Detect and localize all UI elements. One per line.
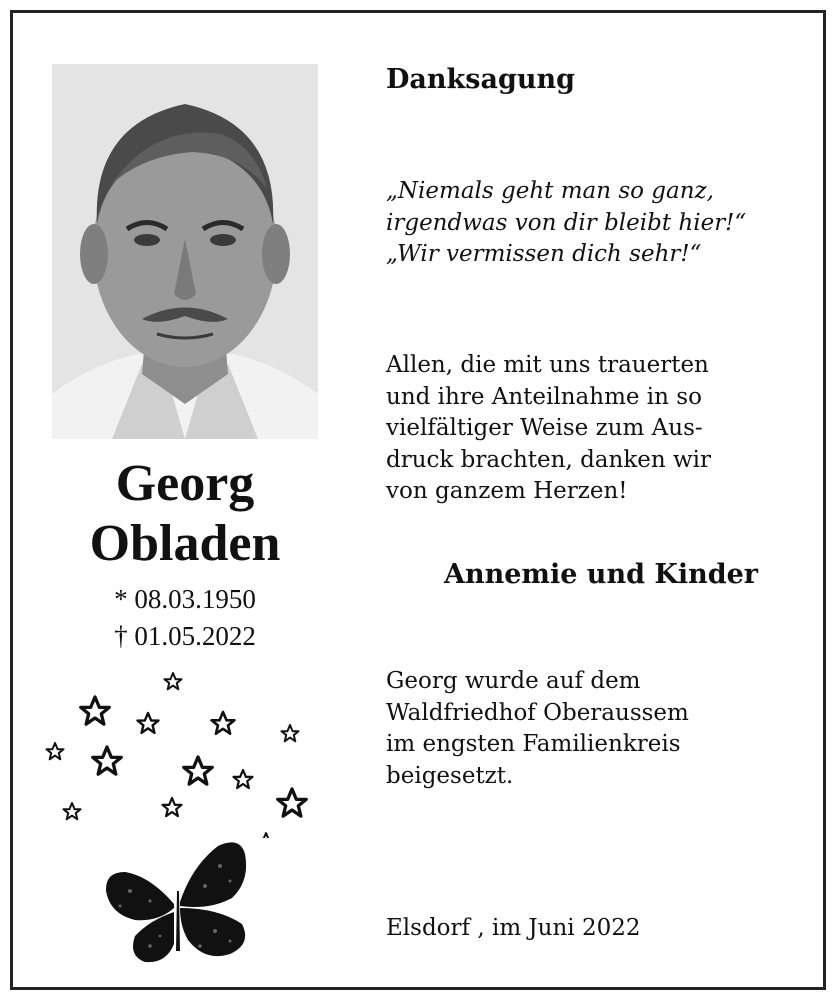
thanks-line: Allen, die mit uns trauerten [386,352,709,378]
star-icon [212,712,235,734]
thanks-line: druck brachten, danken wir [386,446,712,473]
family-signature: Annemie und Kinder [444,559,758,590]
burial-line: beigesetzt. [386,762,514,789]
notice-heading: Danksagung [386,64,575,95]
deceased-last-name: Obladen [89,515,281,572]
star-icon [46,743,63,759]
star-icon [184,757,213,784]
star-icon [81,697,110,724]
star-icon [278,789,307,816]
star-icon [257,833,274,838]
death-date: † 01.05.2022 [114,621,256,651]
star-icon [163,798,182,816]
star-icon [138,713,159,733]
quote-line: „Niemals geht man so ganz, [386,178,714,204]
thanks-line: von ganzem Herzen! [386,478,628,504]
quote-line: „Wir vermissen dich sehr!“ [386,241,702,267]
burial-line: Waldfriedhof Oberaussem [386,699,689,726]
butterfly-icon [100,836,255,968]
place-and-date: Elsdorf , im Juni 2022 [386,915,641,941]
star-icon [164,673,181,689]
stars-decoration [40,668,330,838]
portrait-photo [52,64,318,439]
star-icon [63,803,80,819]
thanks-line: vielfältiger Weise zum Aus- [386,415,703,441]
burial-line: im engsten Familienkreis [386,731,681,757]
deceased-first-name: Georg [115,455,255,512]
memorial-quote [386,176,746,271]
star-icon [93,747,122,774]
burial-paragraph [386,666,689,792]
birth-date: * 08.03.1950 [114,584,256,614]
thanks-paragraph [386,350,711,508]
portrait-image [52,64,318,439]
star-icon [234,770,253,788]
thanks-line: und ihre Anteilnahme in so [386,383,702,410]
star-icon [281,725,298,741]
quote-line: irgendwas von dir bleibt hier!“ [386,209,747,236]
burial-line: Georg wurde auf dem [386,668,641,694]
